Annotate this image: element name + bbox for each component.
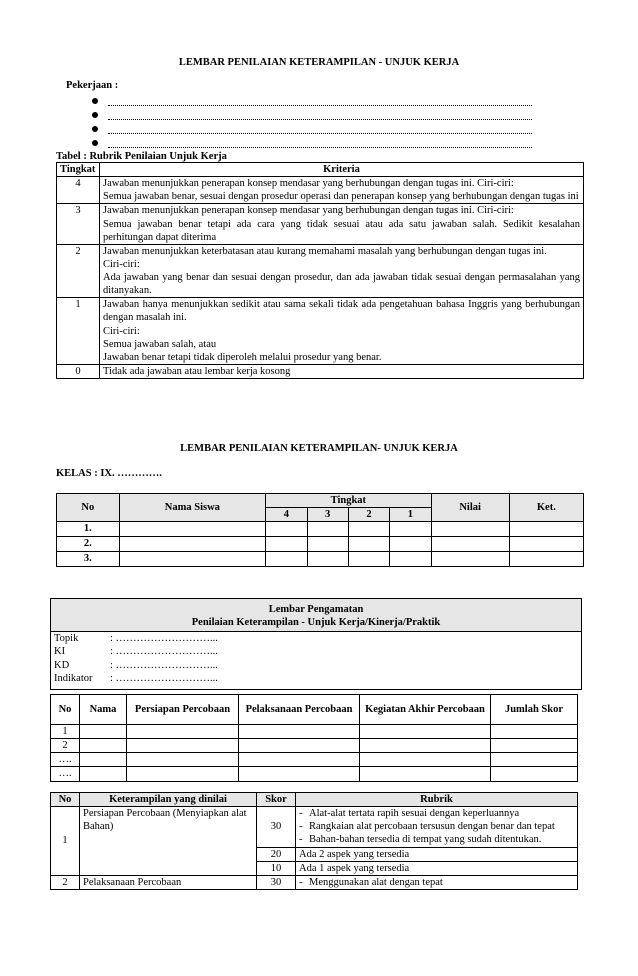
input-cell[interactable]	[80, 725, 127, 739]
input-cell[interactable]	[307, 552, 348, 567]
table-row	[51, 725, 578, 739]
section2-title: LEMBAR PENILAIAN KETERAMPILAN- UNJUK KERJA	[180, 443, 458, 454]
input-cell[interactable]	[266, 537, 307, 552]
kriteria-cell	[100, 298, 584, 365]
input-cell[interactable]	[360, 753, 491, 767]
header-level-2: 2	[348, 508, 389, 522]
observation-header-box	[50, 598, 582, 690]
table-row	[51, 807, 578, 847]
header-keterampilan: Keterampilan yang dinilai	[80, 793, 257, 807]
header-no: No	[51, 695, 80, 725]
rubric-skill: Pelaksanaan Percobaan	[80, 875, 257, 889]
bullet-icon	[92, 112, 98, 118]
row-number: ….	[51, 767, 80, 781]
input-cell[interactable]	[119, 537, 266, 552]
input-cell[interactable]	[431, 537, 509, 552]
header-nama: Nama	[80, 695, 127, 725]
field-label: KI	[54, 646, 66, 658]
rubric-list	[299, 807, 574, 846]
observation-fields	[51, 632, 221, 685]
tingkat-cell: 2	[57, 244, 100, 298]
kriteria-line: Jawaban menunjukkan keterbatasan atau kurang memahami masalah yang berhubungan dengan tugas ini.	[103, 245, 547, 257]
header-level-3: 3	[307, 508, 348, 522]
table-row	[51, 753, 578, 767]
header-level-1: 1	[390, 508, 431, 522]
field-value[interactable]: : ………………………...	[110, 659, 218, 671]
input-cell[interactable]	[491, 767, 578, 781]
row-number: ….	[51, 753, 80, 767]
dotted-line	[108, 111, 532, 120]
bullet-icon	[92, 126, 98, 132]
input-cell[interactable]	[491, 739, 578, 753]
input-cell[interactable]	[509, 537, 583, 552]
rubric-item: - Alat-alat tertata rapih sesuai dengan keperluannya	[299, 807, 574, 820]
kriteria-line: Tidak ada jawaban atau lembar kerja kosong	[103, 365, 291, 377]
table-row	[57, 364, 584, 378]
rubric-skor: 10	[257, 861, 296, 875]
table-row	[51, 739, 578, 753]
input-cell[interactable]	[127, 767, 239, 781]
input-cell[interactable]	[348, 537, 389, 552]
row-number: 3.	[57, 552, 120, 567]
header-nama-siswa: Nama Siswa	[119, 494, 266, 522]
table-row	[51, 875, 578, 889]
skill-rubric-table	[50, 792, 578, 890]
input-cell[interactable]	[80, 767, 127, 781]
input-cell[interactable]	[360, 725, 491, 739]
observation-subtitle: Penilaian Keterampilan - Unjuk Kerja/Kinerja/Praktik	[191, 617, 441, 629]
input-cell[interactable]	[307, 522, 348, 537]
rubric-text: Ada 2 aspek yang tersedia	[296, 847, 578, 861]
input-cell[interactable]	[348, 522, 389, 537]
row-number: 2.	[57, 537, 120, 552]
header-ket: Ket.	[509, 494, 583, 522]
kriteria-cell	[100, 177, 584, 204]
kriteria-line: Ciri-ciri:	[103, 325, 140, 337]
tingkat-cell: 1	[57, 298, 100, 365]
tingkat-cell: 4	[57, 177, 100, 204]
input-cell[interactable]	[360, 739, 491, 753]
header-tingkat: Tingkat	[57, 163, 100, 177]
rubric-text	[296, 807, 578, 847]
rubric-table	[56, 162, 584, 379]
input-cell[interactable]	[127, 753, 239, 767]
table-row	[57, 177, 584, 204]
observation-table	[50, 694, 578, 782]
table-row	[57, 552, 584, 567]
rubric-skill: Persiapan Percobaan (Menyiapkan alat Bahan)	[80, 807, 257, 876]
input-cell[interactable]	[239, 753, 360, 767]
table-row	[57, 244, 584, 298]
rubric-text: Ada 1 aspek yang tersedia	[296, 861, 578, 875]
input-cell[interactable]	[431, 522, 509, 537]
kriteria-line: Ciri-ciri:	[103, 258, 140, 270]
kriteria-line: Jawaban menunjukkan penerapan konsep mendasar yang berhubungan dengan tugas ini. Ciri-ciri:	[103, 178, 514, 190]
header-pelaksanaan: Pelaksanaan Percobaan	[239, 695, 360, 725]
input-cell[interactable]	[127, 725, 239, 739]
header-rubrik: Rubrik	[296, 793, 578, 807]
input-cell[interactable]	[431, 552, 509, 567]
row-number: 2	[51, 739, 80, 753]
input-cell[interactable]	[80, 739, 127, 753]
field-value[interactable]: : ………………………...	[110, 633, 218, 645]
input-cell[interactable]	[491, 725, 578, 739]
rubric-no: 2	[51, 875, 80, 889]
input-cell[interactable]	[390, 522, 431, 537]
observation-title: Lembar Pengamatan	[268, 604, 364, 615]
kriteria-line: Semua jawaban salah, atau	[103, 338, 217, 350]
input-cell[interactable]	[307, 537, 348, 552]
score-table	[56, 493, 584, 567]
kriteria-line: Semua jawaban benar tetapi ada cara yang tidak sesuai atau ada satu jawaban salah. Sedikit kesalahan perhitungan dapat diterima	[103, 218, 580, 243]
kriteria-line: Jawaban menunjukkan penerapan konsep mendasar yang berhubungan dengan tugas ini. Ciri-ciri:	[103, 205, 514, 217]
dotted-line	[108, 139, 532, 148]
input-cell[interactable]	[390, 552, 431, 567]
section1-title: LEMBAR PENILAIAN KETERAMPILAN - UNJUK KERJA	[178, 57, 460, 68]
table-row	[57, 204, 584, 244]
input-cell[interactable]	[127, 739, 239, 753]
tingkat-cell: 0	[57, 364, 100, 378]
row-number: 1.	[57, 522, 120, 537]
header-kegiatan-akhir: Kegiatan Akhir Percobaan	[360, 695, 491, 725]
rubric-skor: 20	[257, 847, 296, 861]
rubric-skor: 30	[257, 807, 296, 847]
input-cell[interactable]	[491, 753, 578, 767]
rubric-item: - Menggunakan alat dengan tepat	[299, 876, 574, 889]
rubric-item: - Rangkaian alat percobaan tersusun dengan benar dan tepat	[299, 820, 574, 833]
input-cell[interactable]	[266, 552, 307, 567]
input-cell[interactable]	[266, 522, 307, 537]
input-cell[interactable]	[390, 537, 431, 552]
kelas-label: KELAS : IX. ………….	[56, 468, 162, 479]
table-row	[51, 767, 578, 781]
input-cell[interactable]	[239, 767, 360, 781]
pekerjaan-line	[92, 94, 532, 108]
pekerjaan-line	[92, 122, 532, 136]
rubric-no: 1	[51, 807, 80, 876]
bullet-icon	[92, 98, 98, 104]
kriteria-line: Semua jawaban benar, sesuai dengan prosedur operasi dan penerapan konsep yang berhubungan dengan tugas ini	[103, 191, 579, 203]
dotted-line	[108, 97, 532, 106]
rubric-item: - Bahan-bahan tersedia di tempat yang sudah ditentukan.	[299, 833, 574, 846]
field-value[interactable]: : ………………………...	[110, 646, 218, 658]
table-row	[57, 298, 584, 365]
pekerjaan-line	[92, 108, 532, 122]
table-row	[57, 522, 584, 537]
input-cell[interactable]	[239, 739, 360, 753]
row-number: 1	[51, 725, 80, 739]
kriteria-cell	[100, 244, 584, 298]
bullet-icon	[92, 140, 98, 146]
header-level-4: 4	[266, 508, 307, 522]
pekerjaan-line	[92, 136, 532, 150]
header-jumlah-skor: Jumlah Skor	[491, 695, 578, 725]
dotted-line	[108, 125, 532, 134]
input-cell[interactable]	[509, 522, 583, 537]
kriteria-cell	[100, 204, 584, 244]
header-tingkat: Tingkat	[266, 494, 431, 508]
kriteria-line: Jawaban benar tetapi tidak diperoleh melalui prosedur yang benar.	[103, 351, 382, 363]
input-cell[interactable]	[348, 552, 389, 567]
rubric-list	[299, 876, 574, 889]
kriteria-line: Ada jawaban yang benar dan sesuai dengan prosedur, dan ada jawaban tidak sesuai dengan permasalahan yang ditanyakan.	[103, 272, 580, 297]
input-cell[interactable]	[239, 725, 360, 739]
header-skor: Skor	[257, 793, 296, 807]
header-no: No	[51, 793, 80, 807]
kriteria-cell	[100, 364, 584, 378]
input-cell[interactable]	[80, 753, 127, 767]
header-kriteria: Kriteria	[100, 163, 584, 177]
pekerjaan-label: Pekerjaan :	[66, 80, 119, 91]
header-no: No	[57, 494, 120, 522]
table-row	[57, 537, 584, 552]
field-label: Indikator	[54, 672, 93, 684]
rubric-skor: 30	[257, 875, 296, 889]
pekerjaan-list	[92, 94, 532, 150]
rubric-table-caption: Tabel : Rubrik Penilaian Unjuk Kerja	[56, 151, 227, 162]
header-nilai: Nilai	[431, 494, 509, 522]
field-label: KD	[54, 659, 70, 671]
kriteria-line: Jawaban hanya menunjukkan sedikit atau sama sekali tidak ada pengetahuan bahasa Inggris yang berhubungan dengan masalah ini.	[103, 299, 580, 324]
rubric-text	[296, 875, 578, 889]
observation-title-band	[51, 599, 581, 632]
field-label: Topik	[54, 633, 79, 645]
tingkat-cell: 3	[57, 204, 100, 244]
input-cell[interactable]	[119, 552, 266, 567]
input-cell[interactable]	[119, 522, 266, 537]
input-cell[interactable]	[509, 552, 583, 567]
input-cell[interactable]	[360, 767, 491, 781]
field-value[interactable]: : ………………………...	[110, 672, 218, 684]
header-persiapan: Persiapan Percobaan	[127, 695, 239, 725]
